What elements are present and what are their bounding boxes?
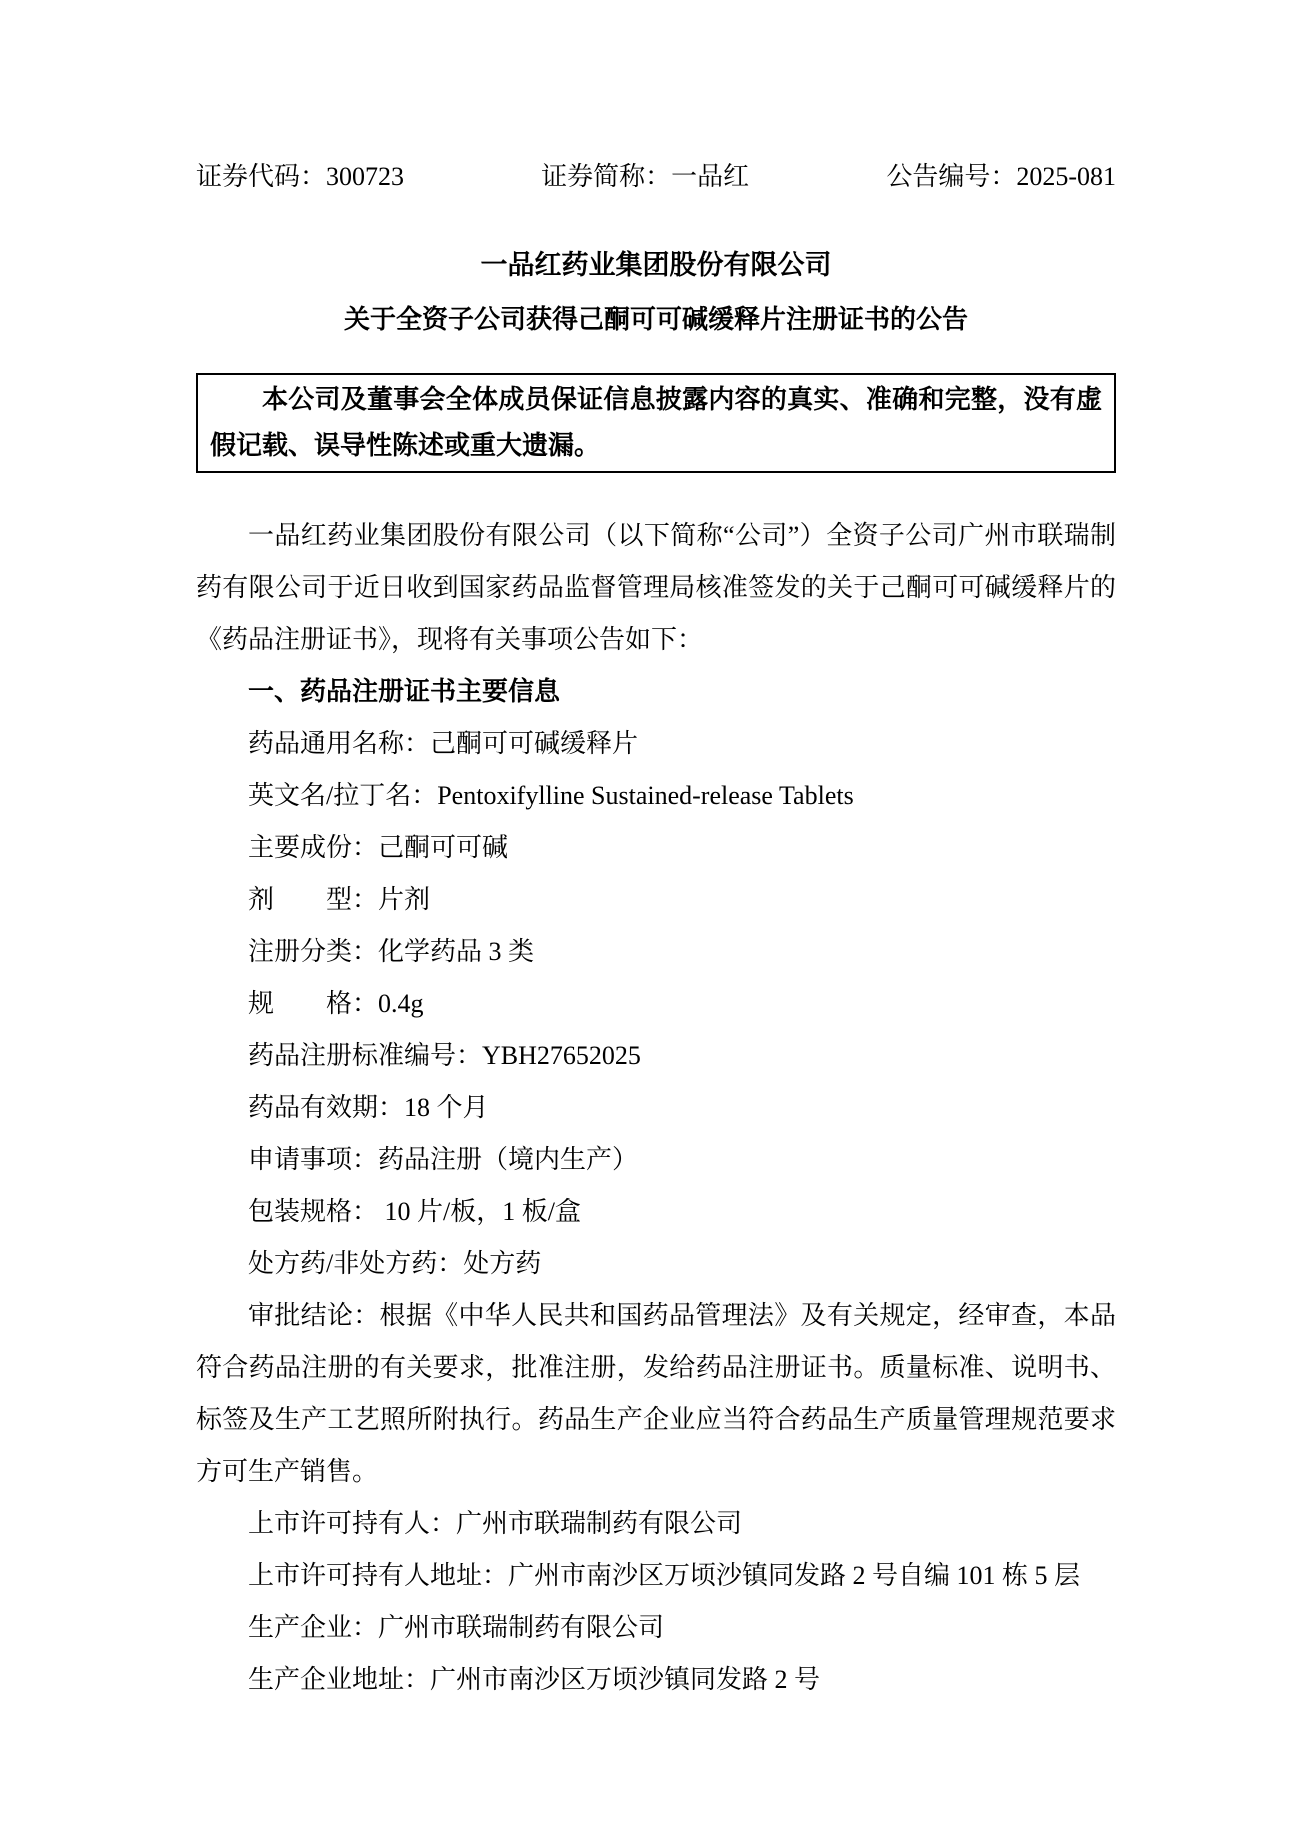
disclaimer-box (196, 373, 1116, 473)
field-manufacturer-address: 生产企业地址：广州市南沙区万顷沙镇同发路 2 号 (248, 1665, 821, 1694)
announcement-number: 公告编号：2025-081 (886, 162, 1116, 191)
company-title: 一品红药业集团股份有限公司 (480, 250, 832, 280)
document-body (196, 510, 1116, 1706)
field-registration-class: 注册分类：化学药品 3 类 (248, 937, 535, 966)
intro-paragraph: 一品红药业集团股份有限公司（以下简称“公司”）全资子公司广州市联瑞制药有限公司于近日收到国家药品监督管理局核准签发的关于己酮可可碱缓释片的《药品注册证书》，现将有关事项公告如下： (196, 521, 1116, 654)
field-specification: 规 格：0.4g (248, 989, 424, 1018)
field-rx-type: 处方药/非处方药：处方药 (248, 1249, 542, 1278)
announcement-title: 关于全资子公司获得己酮可可碱缓释片注册证书的公告 (343, 305, 968, 334)
field-standard-number: 药品注册标准编号：YBH27652025 (248, 1041, 641, 1070)
field-dosage-form: 剂 型：片剂 (248, 885, 431, 914)
field-main-ingredient: 主要成份：己酮可可碱 (248, 833, 509, 862)
field-holder-address: 上市许可持有人地址：广州市南沙区万顷沙镇同发路 2 号自编 101 栋 5 层 (248, 1561, 1081, 1590)
field-package-spec: 包装规格： 10 片/板，1 板/盒 (248, 1197, 581, 1226)
field-english-name: 英文名/拉丁名：Pentoxifylline Sustained-release Tablets (248, 781, 854, 810)
disclaimer-text: 本公司及董事会全体成员保证信息披露内容的真实、准确和完整，没有虚假记载、误导性陈述或重大遗漏。 (210, 385, 1102, 460)
approval-conclusion-paragraph: 审批结论：根据《中华人民共和国药品管理法》及有关规定，经审查，本品符合药品注册的有关要求，批准注册，发给药品注册证书。质量标准、说明书、标签及生产工艺照所附执行。药品生产企业应当符合药品生产质量管理规范要求方可生产销售。 (196, 1301, 1116, 1486)
field-generic-name: 药品通用名称：己酮可可碱缓释片 (248, 729, 639, 758)
field-application-matter: 申请事项：药品注册（境内生产） (248, 1145, 639, 1174)
stock-code: 证券代码：300723 (196, 162, 405, 191)
field-validity-period: 药品有效期：18 个月 (248, 1093, 489, 1122)
stock-abbr: 证券简称：一品红 (541, 162, 750, 191)
section-heading: 一、药品注册证书主要信息 (248, 677, 561, 706)
field-manufacturer: 生产企业：广州市联瑞制药有限公司 (248, 1613, 665, 1642)
document-header (196, 163, 1116, 190)
field-marketing-authorization-holder: 上市许可持有人：广州市联瑞制药有限公司 (248, 1509, 743, 1538)
